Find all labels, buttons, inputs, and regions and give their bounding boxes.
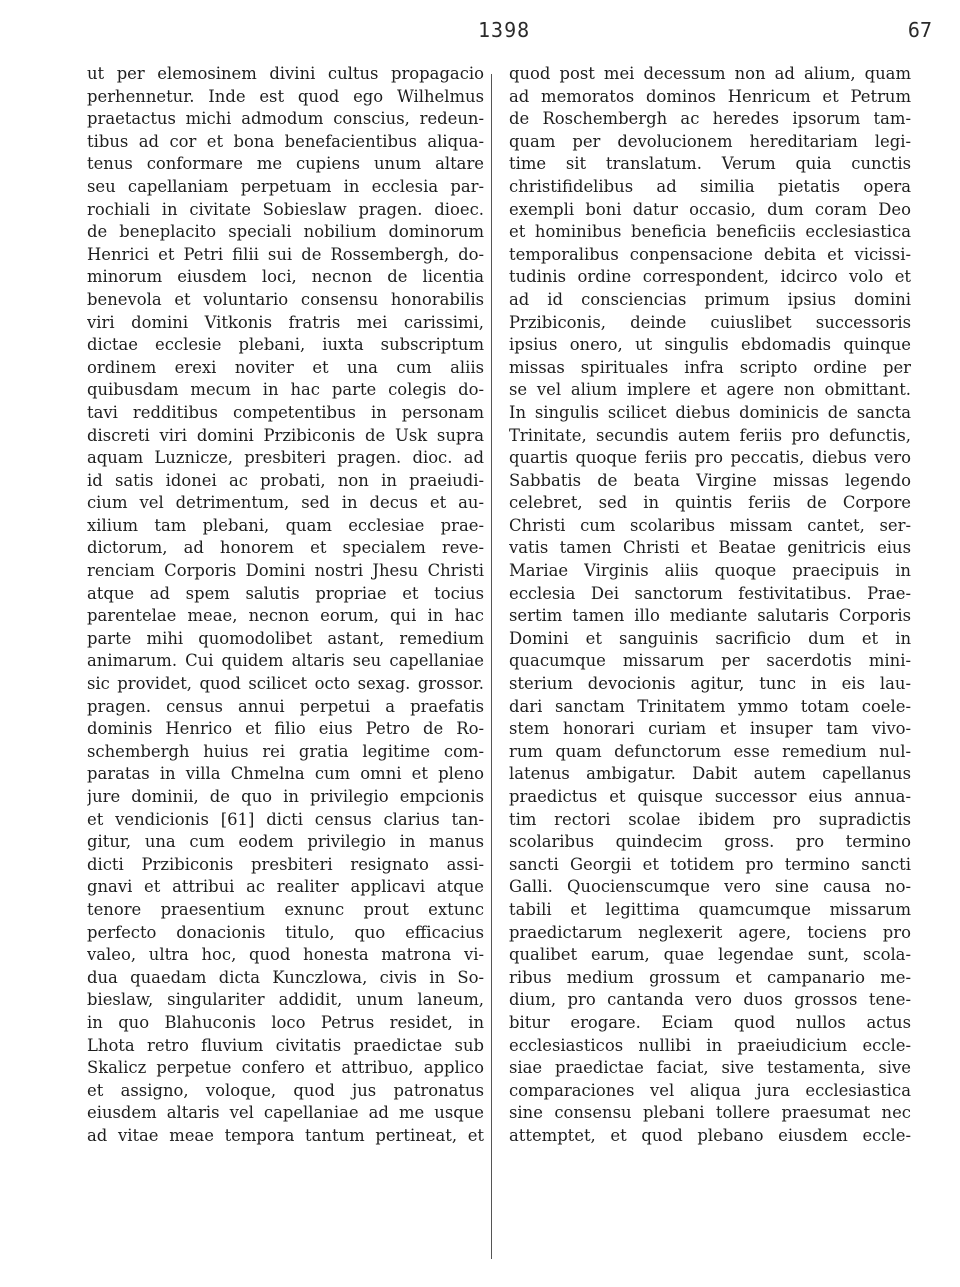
text-line: tabili et legittima quamcumque missarum — [509, 899, 911, 919]
text-line: In singulis scilicet diebus dominicis de sancta — [509, 402, 911, 422]
right-column — [509, 63, 911, 1148]
text-line: cium vel detrimentum, sed in decus et au- — [87, 493, 484, 513]
text-line: quartis quoque feriis pro peccatis, diebus vero — [509, 448, 911, 468]
text-line: gitur, una cum eodem privilegio in manus — [87, 832, 484, 852]
text-line: Przibiconis, deinde cuiuslibet successoris — [509, 312, 911, 332]
text-line: ribus medium grossum et campanario me- — [509, 967, 911, 987]
text-line: rum quam defunctorum esse remedium nul- — [509, 741, 911, 761]
text-line: praedictarum neglexerit agere, tociens pro — [509, 922, 911, 942]
text-line: stem honorari curiam et insuper tam vivo- — [509, 719, 911, 739]
text-line: renciam Corporis Domini nostri Jhesu Christi — [87, 561, 484, 581]
left-column — [87, 63, 484, 1148]
text-line: ipsius onero, ut singulis ebdomadis quinque — [509, 335, 911, 355]
text-line: praetactus michi admodum conscius, redeun- — [87, 109, 484, 129]
text-line: Lhota retro fluvium civitatis praedictae sub — [87, 1035, 484, 1055]
text-line: Galli. Quocienscumque vero sine causa no- — [509, 877, 911, 897]
text-line: Trinitate, secundis autem feriis pro defunctis, — [509, 425, 911, 445]
text-line: sertim tamen illo mediante salutaris Corporis — [509, 606, 911, 626]
text-line: dicti Przibiconis presbiteri resignato assi- — [87, 854, 484, 874]
text-line: praedictus et quisque successor eius annua- — [509, 787, 911, 806]
text-line: ecclesiasticos nullibi in praeiudicium eccle- — [509, 1035, 911, 1055]
text-line: benevola et voluntario consensu honorabilis — [87, 289, 484, 309]
text-line: bitur erogare. Eciam quod nullos actus — [509, 1012, 911, 1032]
text-line: dium, pro cantanda vero duos grossos tene- — [509, 990, 911, 1010]
text-line: et assigno, voloque, quod jus patronatus — [87, 1080, 484, 1100]
text-line: attemptet, et quod plebano eiusdem eccle- — [509, 1125, 911, 1145]
text-line: tenore praesentium exnunc prout extunc — [87, 899, 484, 919]
text-line: quam per devolucionem hereditariam legi- — [509, 131, 911, 151]
text-line: ut per elemosinem divini cultus propagacio — [87, 64, 484, 83]
text-line: tavi redditibus competentibus in personam — [87, 402, 484, 422]
text-line: perhennetur. Inde est quod ego Wilhelmus — [87, 86, 484, 106]
text-line: comparaciones vel aliqua jura ecclesiastica — [509, 1080, 911, 1100]
text-line: tenus conformare me cupiens unum altare — [87, 154, 484, 174]
text-line: siae praedictae faciat, sive testamenta, sive — [509, 1058, 911, 1078]
page-number: 67 — [907, 18, 932, 42]
text-line: in quo Blahuconis loco Petrus residet, in — [87, 1012, 484, 1032]
text-line: ad id consciencias primum ipsius domini — [509, 289, 911, 309]
text-line: valeo, ultra hoc, quod honesta matrona vi- — [87, 945, 484, 965]
text-line: de beneplacito speciali nobilium dominorum — [87, 222, 484, 242]
text-line: viri domini Vitkonis fratris mei carissimi, — [87, 312, 484, 332]
text-line: minorum eiusdem loci, necnon de licentia — [87, 267, 484, 287]
text-line: aquam Luznicze, presbiteri pragen. dioc. ad — [87, 448, 484, 468]
text-line: sic providet, quod scilicet octo sexag. grossor. — [87, 674, 484, 694]
text-line: dominis Henrico et filio eius Petro de Ro- — [87, 719, 484, 739]
text-line: Henrici et Petri filii sui de Rossembergh, do- — [87, 244, 484, 264]
text-line: se vel alium implere et agere non obmittant. — [509, 380, 911, 400]
text-line: paratas in villa Chmelna cum omni et pleno — [87, 764, 484, 784]
text-line: eiusdem altaris vel capellaniae ad me usque — [87, 1103, 484, 1123]
text-line: parte mihi quomodolibet astant, remedium — [87, 628, 484, 648]
text-line: dua quaedam dicta Kunczlowa, civis in So- — [87, 967, 484, 987]
text-line: de Roschembergh ac heredes ipsorum tam- — [509, 109, 911, 129]
text-line: seu capellaniam perpetuam in ecclesia par- — [87, 176, 484, 196]
text-line: tim rectori scolae ibidem pro supradictis — [509, 809, 911, 829]
text-line: et vendicionis [61] dicti census clarius tan- — [87, 809, 484, 829]
text-line: sterium devocionis agitur, tunc in eis lau- — [509, 674, 911, 694]
text-line: Skalicz perpetue confero et attribuo, applico — [87, 1058, 484, 1078]
text-line: tudinis ordine correspondent, idcirco volo et — [509, 267, 911, 287]
text-line: Christi cum scolaribus missam cantet, ser- — [509, 515, 911, 535]
text-line: tibus ad cor et bona benefacientibus aliqua- — [87, 131, 484, 151]
text-line: schembergh huius rei gratia legitime com- — [87, 741, 484, 761]
text-line: pragen. census annui perpetui a praefatis — [87, 696, 484, 716]
text-line: vatis tamen Christi et Beatae genitricis eius — [509, 538, 911, 558]
text-line: Mariae Virginis aliis quoque praecipuis in — [509, 561, 911, 581]
text-line: Sabbatis de beata Virgine missas legendo — [509, 470, 911, 490]
text-line: time sit translatum. Verum quia cunctis — [509, 154, 911, 174]
text-line: discreti viri domini Przibiconis de Usk supra — [87, 425, 484, 445]
text-line: christifidelibus ad similia pietatis opera — [509, 176, 911, 196]
text-line: sancti Georgii et totidem pro termino sancti — [509, 854, 911, 874]
text-line: Domini et sanguinis sacrificio dum et in — [509, 628, 911, 648]
text-line: quod post mei decessum non ad alium, quam — [509, 64, 911, 83]
text-line: jure dominii, de quo in privilegio empcionis — [87, 787, 484, 806]
text-line: ordinem erexi noviter et una cum aliis — [87, 357, 484, 377]
text-line: temporalibus conpensacione debita et vicissi- — [509, 244, 911, 264]
text-line: qualibet earum, quae legendae sunt, scola- — [509, 945, 911, 965]
text-line: ad vitae meae tempora tantum pertineat, et — [87, 1125, 484, 1145]
text-line: animarum. Cui quidem altaris seu capellaniae — [87, 651, 484, 671]
text-line: bieslaw, singulariter addidit, unum laneum, — [87, 990, 484, 1010]
page-header — [0, 14, 960, 50]
text-line: et hominibus beneficia beneficiis ecclesiastica — [509, 222, 911, 242]
text-line: quacumque missarum per sacerdotis mini- — [509, 651, 911, 671]
text-line: sine consensu plebani tollere praesumat nec — [509, 1103, 911, 1123]
text-line: perfecto donacionis titulo, quo efficacius — [87, 922, 484, 942]
text-line: celebret, sed in quintis feriis de Corpore — [509, 493, 911, 513]
text-line: atque ad spem salutis propriae et tocius — [87, 583, 484, 603]
year-heading: 1398 — [478, 18, 531, 42]
text-line: rochiali in civitate Sobieslaw pragen. dioec. — [87, 199, 484, 219]
text-line: ecclesia Dei sanctorum festivitatibus. Prae- — [509, 583, 911, 603]
text-line: dari sanctam Trinitatem ymmo totam coele- — [509, 696, 911, 716]
column-divider — [491, 74, 492, 1259]
text-line: missas spirituales infra scripto ordine per — [509, 357, 911, 377]
text-line: dictae ecclesie plebani, iuxta subscriptum — [87, 335, 484, 355]
text-line: scolaribus quindecim gross. pro termino — [509, 832, 911, 852]
text-line: id satis idonei ac probati, non in praeiudi- — [87, 470, 484, 490]
text-line: parentelae meae, necnon eorum, qui in hac — [87, 606, 484, 626]
text-line: gnavi et attribui ac realiter applicavi atque — [87, 877, 484, 897]
text-line: latenus ambigatur. Dabit autem capellanus — [509, 764, 911, 784]
text-line: exempli boni datur occasio, dum coram Deo — [509, 199, 911, 219]
text-line: ad memoratos dominos Henricum et Petrum — [509, 86, 911, 106]
text-line: quibusdam mecum in hac parte colegis do- — [87, 380, 484, 400]
text-line: xilium tam plebani, quam ecclesiae prae- — [87, 515, 484, 535]
text-line: dictorum, ad honorem et specialem reve- — [87, 538, 484, 558]
